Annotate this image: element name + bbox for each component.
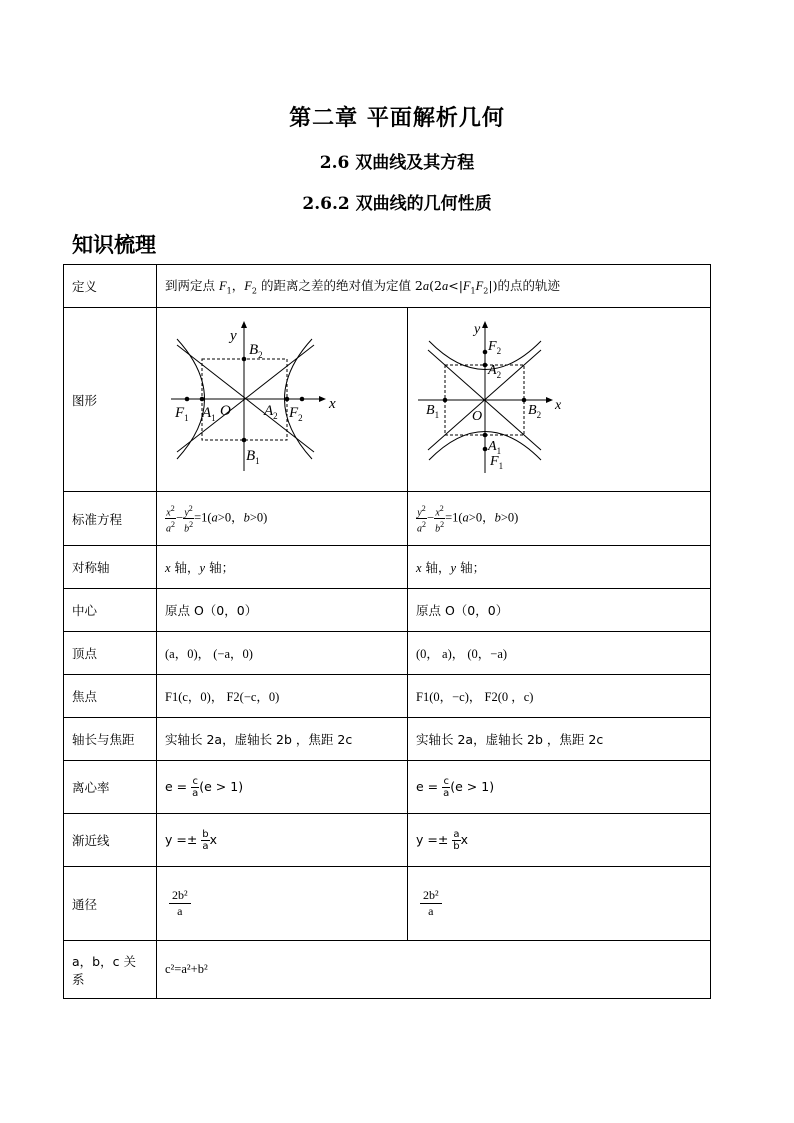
label-axis: 对称轴: [64, 546, 157, 589]
vertex-right: (0， a)， (0，−a): [408, 632, 711, 675]
a1-label: $A_1$: [488, 439, 502, 456]
label-eccentricity: 离心率: [64, 761, 157, 814]
section-subtitle: 2.6 双曲线及其方程: [319, 153, 475, 173]
label-figure: 图形: [64, 308, 157, 492]
label-definition: 定义: [64, 265, 157, 308]
axis-right: x 轴，y 轴；: [408, 546, 711, 589]
point-b1: [242, 438, 247, 443]
b2-label: $B_2$: [528, 403, 542, 420]
b2-label: $B_2$: [249, 342, 263, 360]
row-axis: [64, 546, 711, 589]
label-center: 中心: [64, 589, 157, 632]
a2-label: $A_2$: [264, 403, 278, 421]
f1-label: $F_1$: [175, 405, 189, 423]
label-lengths: 轴长与焦距: [64, 718, 157, 761]
row-relation: [64, 941, 711, 999]
lengths-left: 实轴长 2a，虚轴长 2b ，焦距 2c: [157, 718, 408, 761]
y-axis-arrow: [482, 321, 488, 328]
x-axis-arrow: [319, 396, 326, 402]
axis-left: x 轴，y 轴；: [157, 546, 408, 589]
chapter-title: 第二章 平面解析几何: [289, 105, 505, 131]
definition-text: 到两定点 $F_1$，$F_2$ 的距离之差的绝对值为定值 $2a(2a<|F_1F_2|)$的点的轨迹: [157, 265, 711, 308]
equation-right: $\frac{y^2}{a^2}$ − $\frac{x^2}{b^2}$ =1(a>0，b>0): [408, 492, 711, 546]
lengths-right: 实轴长 2a，虚轴长 2b ，焦距 2c: [408, 718, 711, 761]
latus-left: $\frac{\text{2b²}}{a}$: [157, 867, 408, 941]
point-f1: [185, 397, 190, 402]
label-focus: 焦点: [64, 675, 157, 718]
a1-label: $A_1$: [202, 405, 216, 423]
point-b2: [522, 398, 527, 403]
point-f2: [300, 397, 305, 402]
hyperbola-x-axis-diagram: [157, 308, 408, 488]
row-eccentricity: [64, 761, 711, 814]
row-vertex: [64, 632, 711, 675]
row-latus-rectum: [64, 867, 711, 941]
vertex-left: (a，0)， (−a，0): [157, 632, 408, 675]
latus-right: $\frac{\text{2b²}}{a}$: [408, 867, 711, 941]
label-vertex: 顶点: [64, 632, 157, 675]
point-a2: [285, 397, 290, 402]
point-b1: [443, 398, 448, 403]
row-focus: [64, 675, 711, 718]
hyperbola-y-axis-diagram: [408, 308, 711, 488]
f1-label: $F_1$: [490, 454, 504, 471]
y-label: y: [230, 328, 237, 344]
eccentricity-right: e = $\frac{c}{a}$ (e > 1): [408, 761, 711, 814]
point-a1: [200, 397, 205, 402]
figure-horizontal-hyperbola: [157, 308, 408, 492]
knowledge-heading: 知识梳理: [72, 233, 156, 257]
point-f2: [483, 350, 488, 355]
x-label: x: [555, 398, 562, 413]
b1-label: $B_1$: [246, 448, 260, 466]
b1-label: $B_1$: [426, 403, 440, 420]
row-definition: [64, 265, 711, 308]
asymptote-right: y =± $\frac{a}{b}$ x: [408, 814, 711, 867]
a2-label: $A_2$: [488, 363, 502, 380]
point-f1: [483, 447, 488, 452]
row-center: [64, 589, 711, 632]
row-asymptote: [64, 814, 711, 867]
row-figure: [64, 308, 711, 492]
x-label: x: [329, 396, 336, 412]
label-asymptote: 渐近线: [64, 814, 157, 867]
figure-vertical-hyperbola: [408, 308, 711, 492]
asymptote-left: y =± $\frac{b}{a}$ x: [157, 814, 408, 867]
eccentricity-left: e = $\frac{c}{a}$ (e > 1): [157, 761, 408, 814]
o-label: O: [220, 403, 231, 419]
focus-left: F1(c，0)， F2(−c，0): [157, 675, 408, 718]
subsection-title: 2.6.2 双曲线的几何性质: [302, 194, 492, 214]
row-lengths: [64, 718, 711, 761]
x-axis-arrow: [546, 397, 553, 403]
f2-label: $F_2$: [488, 339, 502, 356]
focus-right: F1(0，−c)， F2(0 ，c): [408, 675, 711, 718]
point-a1: [483, 433, 488, 438]
relation-value: c²=a²+b²: [157, 941, 711, 999]
properties-table: [63, 264, 711, 999]
point-b2: [242, 357, 247, 362]
center-right: 原点 O（0，0）: [408, 589, 711, 632]
label-latus-rectum: 通径: [64, 867, 157, 941]
f2-label: $F_2$: [289, 405, 303, 423]
equation-left: $\frac{x^2}{a^2}$ − $\frac{y^2}{b^2}$ =1(a>0，b>0): [157, 492, 408, 546]
label-relation: a，b，c 关系: [64, 941, 157, 999]
center-left: 原点 O（0，0）: [157, 589, 408, 632]
point-a2: [483, 363, 488, 368]
y-label: y: [474, 322, 481, 337]
row-equation: [64, 492, 711, 546]
label-equation: 标准方程: [64, 492, 157, 546]
y-axis-arrow: [241, 321, 247, 328]
o-label: O: [472, 409, 483, 424]
